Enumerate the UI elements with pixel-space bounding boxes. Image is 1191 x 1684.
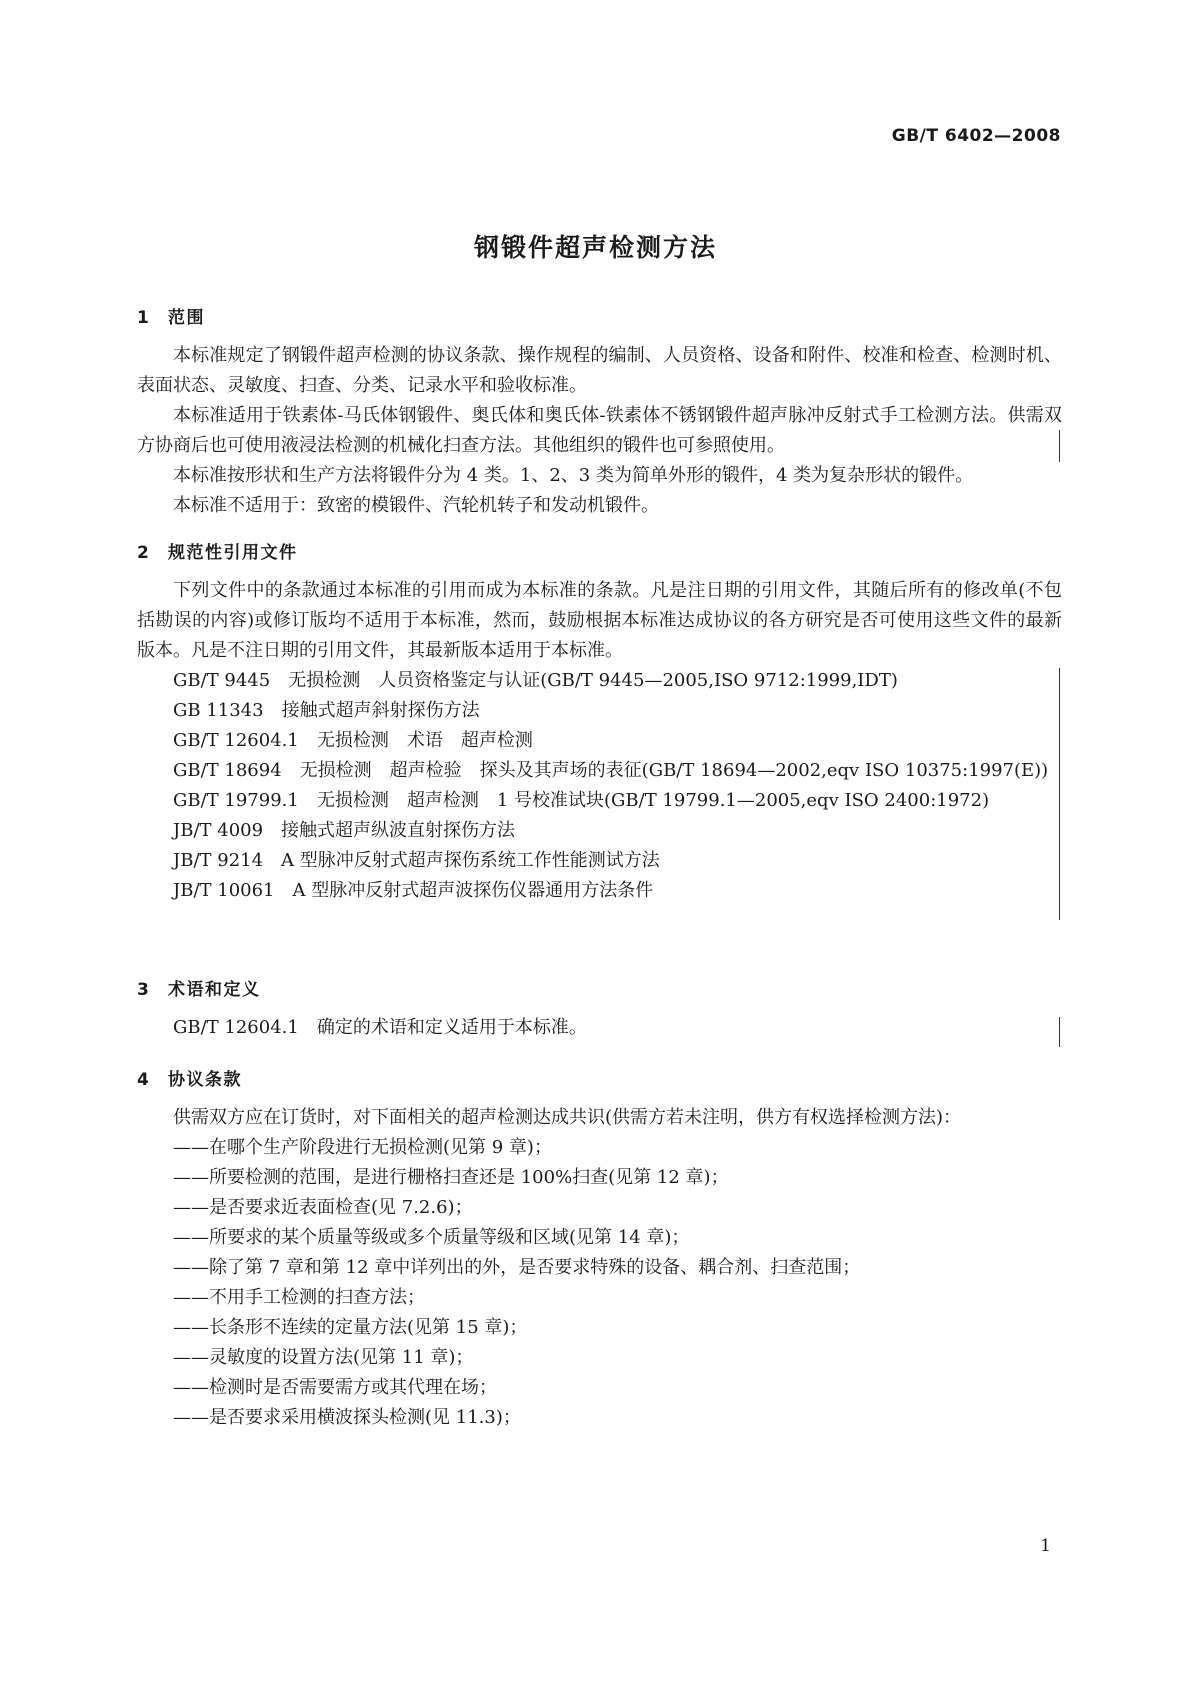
document-title: 钢锻件超声检测方法 [473, 233, 717, 262]
reference-title: 接触式超声纵波直射探伤方法 [281, 820, 516, 841]
section-number: 4 [137, 1070, 151, 1090]
reference-title: 无损检测 超声检测 1 号校准试块(GB/T 19799.1—2005,eqv ISO 2400:1972) [316, 790, 990, 811]
reference-title: 无损检测 人员资格鉴定与认证(GB/T 9445—2005,ISO 9712:1999,IDT) [288, 670, 898, 691]
reference-item [137, 756, 1062, 786]
paragraph-text: 确定的术语和定义适用于本标准。 [316, 1017, 587, 1038]
section-4-body [137, 1103, 1062, 1433]
section-title: 规范性引用文件 [168, 543, 298, 563]
section-title: 范围 [168, 308, 205, 328]
paragraph: 供需双方应在订货时，对下面相关的超声检测达成共识(供需方若未注明，供方有权选择检测方法)： [173, 1107, 962, 1128]
reference-title: 接触式超声斜射探伤方法 [281, 700, 480, 721]
paragraph: 本标准规定了钢锻件超声检测的协议条款、操作规程的编制、人员资格、设备和附件、校准和检查、检测时机、表面状态、灵敏度、扫查、分类、记录水平和验收标准。 [137, 345, 1062, 396]
reference-code: GB/T 19799.1 [173, 790, 299, 811]
reference-code: GB/T 9445 [173, 670, 271, 691]
reference-item [137, 876, 1062, 906]
reference-code: JB/T 10061 [173, 880, 275, 901]
revision-bar [1059, 1017, 1060, 1047]
list-item: ——不用手工检测的扫查方法； [173, 1287, 425, 1308]
section-3-body [137, 1013, 1062, 1043]
section-4-heading [137, 1065, 242, 1090]
section-number: 1 [137, 308, 151, 328]
page-number: 1 [1040, 1536, 1051, 1556]
paragraph: 本标准按形状和生产方法将锻件分为 4 类。1、2、3 类为简单外形的锻件，4 类为复杂形状的锻件。 [173, 465, 974, 486]
reference-code: GB/T 12604.1 [173, 730, 299, 751]
reference-title: 无损检测 术语 超声检测 [316, 730, 533, 751]
reference-item [137, 816, 1062, 846]
paragraph: 本标准不适用于：致密的模锻件、汽轮机转子和发动机锻件。 [173, 495, 659, 516]
list-item: ——检测时是否需要需方或其代理在场； [173, 1377, 497, 1398]
revision-bar [1059, 430, 1060, 462]
reference-code: JB/T 9214 [173, 850, 264, 871]
list-item: ——长条形不连续的定量方法(见第 15 章)； [173, 1317, 528, 1338]
reference-title: A 型脉冲反射式超声探伤系统工作性能测试方法 [281, 850, 660, 871]
reference-item [137, 786, 1062, 816]
reference-item [137, 666, 1062, 696]
paragraph: 下列文件中的条款通过本标准的引用而成为本标准的条款。凡是注日期的引用文件，其随后所有的修改单(不包括勘误的内容)或修订版均不适用于本标准，然而，鼓励根据本标准达成协议的各方研究是否可使用这些文件的最新版本。凡是不注日期的引用文件，其最新版本适用于本标准。 [137, 580, 1062, 661]
reference-code: JB/T 4009 [173, 820, 264, 841]
reference-title: A 型脉冲反射式超声波探伤仪器通用方法条件 [292, 880, 654, 901]
section-number: 3 [137, 980, 151, 1000]
section-title: 术语和定义 [168, 980, 261, 1000]
section-2-body [137, 576, 1062, 906]
section-3-heading [137, 975, 261, 1000]
revision-bar [1059, 668, 1060, 920]
paragraph: 本标准适用于铁素体-马氏体钢锻件、奥氏体和奥氏体-铁素体不锈钢锻件超声脉冲反射式手工检测方法。供需双方协商后也可使用液浸法检测的机械化扫查方法。其他组织的锻件也可参照使用。 [137, 405, 1062, 456]
reference-item [137, 696, 1062, 726]
section-1-heading [137, 303, 205, 328]
reference-code: GB/T 18694 [173, 760, 282, 781]
reference-item [137, 726, 1062, 756]
paragraph [137, 1013, 1062, 1043]
section-2-heading [137, 538, 298, 563]
reference-code: GB 11343 [173, 700, 264, 721]
standard-code: GB/T 6402—2008 [891, 126, 1061, 146]
list-item: ——灵敏度的设置方法(见第 11 章)； [173, 1347, 474, 1368]
reference-item [137, 846, 1062, 876]
section-1-body [137, 341, 1062, 521]
list-item: ——所要求的某个质量等级或多个质量等级和区域(见第 14 章)； [173, 1227, 690, 1248]
section-title: 协议条款 [168, 1070, 242, 1090]
reference-code: GB/T 12604.1 [173, 1017, 299, 1038]
list-item: ——是否要求近表面检查(见 7.2.6)； [173, 1197, 473, 1218]
list-item: ——是否要求采用横波探头检测(见 11.3)； [173, 1407, 521, 1428]
reference-title: 无损检测 超声检验 探头及其声场的表征(GB/T 18694—2002,eqv ISO 10375:1997(E)) [299, 760, 1049, 781]
list-item: ——所要检测的范围，是进行栅格扫查还是 100%扫查(见第 12 章)； [173, 1167, 729, 1188]
list-item: ——除了第 7 章和第 12 章中详列出的外，是否要求特殊的设备、耦合剂、扫查范围； [173, 1257, 861, 1278]
section-number: 2 [137, 543, 151, 563]
list-item: ——在哪个生产阶段进行无损检测(见第 9 章)； [173, 1137, 552, 1158]
